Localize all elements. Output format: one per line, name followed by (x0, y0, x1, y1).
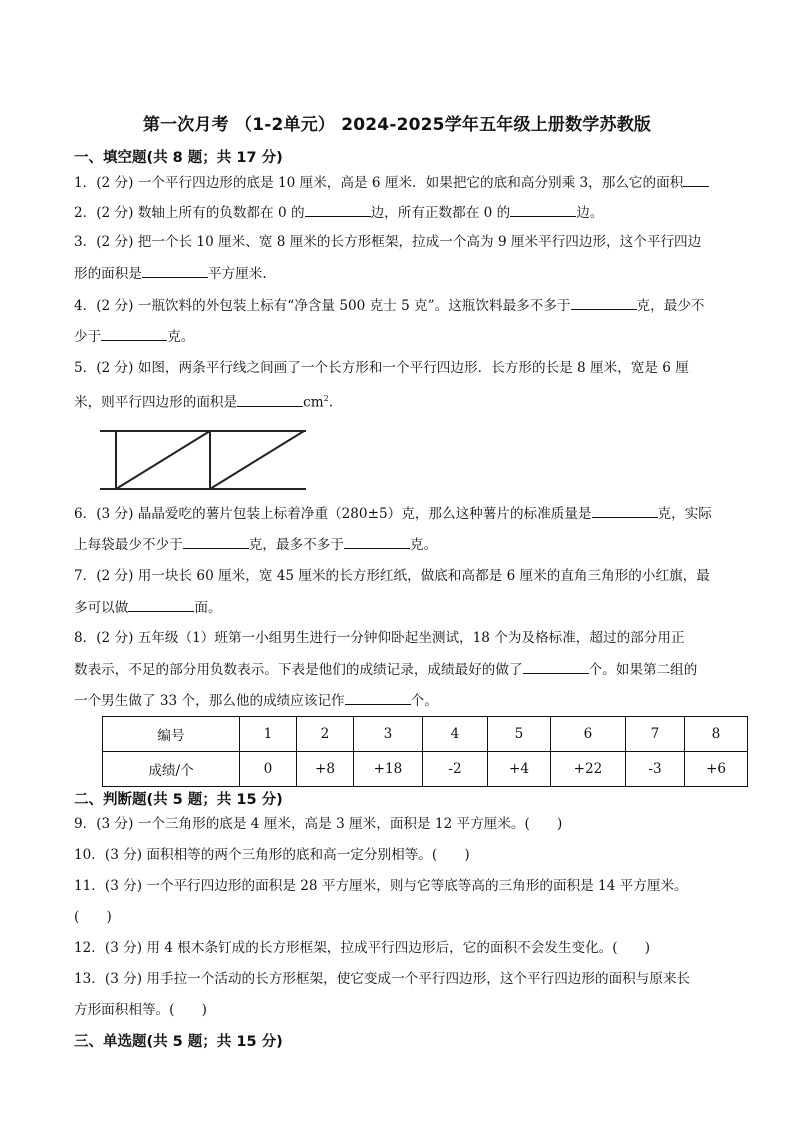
question-13-line-2: 方形面积相等。( ) (74, 1002, 207, 1018)
answer-blank[interactable] (592, 504, 658, 518)
answer-blank[interactable] (571, 296, 637, 310)
question-8-line-3 (74, 691, 438, 710)
question-1-text: 1．(2 分) 一个平行四边形的底是 10 厘米，高是 6 厘米．如果把它的底和高分别乘 3，那么它的面积 (74, 175, 684, 191)
answer-blank[interactable] (523, 660, 589, 674)
table-cell: 2 (297, 717, 354, 752)
answer-blank[interactable] (142, 264, 208, 278)
question-5-text: 米，则平行四边形的面积是 (74, 394, 238, 411)
question-11-line-2: ( ) (74, 909, 112, 925)
question-8-text: 个。 (410, 693, 438, 709)
answer-blank[interactable] (305, 203, 371, 217)
question-6-text: 克。 (409, 537, 438, 553)
question-5-text: . (328, 394, 334, 411)
parallelogram-left-side (116, 431, 210, 489)
table-cell: 7 (626, 717, 685, 752)
question-4-text: 克，最少不 (636, 298, 705, 314)
answer-blank[interactable] (183, 535, 249, 549)
question-9: 9．(3 分) 一个三角形的底是 4 厘米，高是 3 厘米，面积是 12 平方厘米。( ) (74, 816, 563, 832)
question-4-line-1 (74, 296, 705, 315)
table-row (103, 717, 748, 752)
unit-exponent: 2 (323, 394, 329, 403)
table-cell: +4 (488, 752, 551, 787)
unit-cm: cm (303, 394, 324, 411)
section-heading-true-false: 二、判断题(共 5 题；共 15 分) (74, 792, 283, 808)
question-7-line-1: 7．(2 分) 用一块长 60 厘米，宽 45 厘米的长方形红纸，做底和高都是 6 厘米的直角三角形的小红旗，最 (74, 568, 710, 584)
question-12: 12．(3 分) 用 4 根木条钉成的长方形框架，拉成平行四边形后，它的面积不会发生变化。( ) (74, 940, 651, 956)
question-11-line-1: 11．(3 分) 一个平行四边形的面积是 28 平方厘米，则与它等底等高的三角形的面积是 14 平方厘米。 (74, 878, 688, 894)
answer-blank[interactable] (345, 691, 411, 705)
answer-blank[interactable] (128, 598, 194, 612)
table-cell: -2 (423, 752, 488, 787)
table-cell: 4 (423, 717, 488, 752)
question-3-text: 形的面积是 (74, 266, 142, 282)
question-6-text: 克，最多不多于 (248, 537, 344, 553)
table-cell: 6 (551, 717, 626, 752)
question-4-line-2 (74, 327, 194, 346)
table-cell: +6 (685, 752, 748, 787)
question-7-text: 多可以做 (74, 600, 129, 616)
page-title: 第一次月考 （1-2单元） 2024-2025学年五年级上册数学苏教版 (142, 115, 652, 135)
question-8-line-2 (74, 660, 697, 679)
question-6-text: 克，实际 (657, 506, 712, 522)
question-4-text: 少于 (74, 329, 102, 345)
question-4-text: 4．(2 分) 一瓶饮料的外包装上标有“净含量 500 克士 5 克”。这瓶饮料最多不多于 (74, 298, 571, 314)
question-2-text: 边，所有正数都在 0 的 (370, 205, 511, 221)
question-8-text: 个。如果第二组的 (588, 662, 698, 678)
question-2-text: 2．(2 分) 数轴上所有的负数都在 0 的 (74, 205, 305, 221)
table-cell: 3 (354, 717, 423, 752)
question-3-line-1: 3．(2 分) 把一个长 10 厘米、宽 8 厘米的长方形框架，拉成一个高为 9 厘米平行四边形，这个平行四边 (74, 234, 702, 250)
answer-blank[interactable] (237, 393, 303, 407)
table-cell: 0 (240, 752, 297, 787)
section-heading-fill-blank: 一、填空题(共 8 题；共 17 分) (74, 150, 283, 166)
question-7-line-2 (74, 598, 222, 617)
table-cell: +18 (354, 752, 423, 787)
section-heading-single-choice: 三、单选题(共 5 题；共 15 分) (74, 1034, 283, 1050)
question-8-line-1: 8．(2 分) 五年级（1）班第一小组男生进行一分钟仰卧起坐测试，18 个为及格标准，超过的部分用正 (74, 630, 685, 646)
table-row (103, 752, 748, 787)
answer-blank[interactable] (344, 535, 410, 549)
parallel-lines-figure (96, 427, 310, 493)
parallelogram-right-side (210, 431, 304, 489)
table-cell: 8 (685, 717, 748, 752)
question-6-text: 6．(3 分) 晶晶爱吃的薯片包装上标着净重（280±5）克，那么这种薯片的标准质量是 (74, 506, 592, 522)
table-cell: 1 (240, 717, 297, 752)
question-8-text: 数表示，不足的部分用负数表示。下表是他们的成绩记录，成绩最好的做了 (74, 662, 523, 678)
question-3-line-2 (74, 264, 267, 283)
answer-blank[interactable] (101, 327, 167, 341)
question-5-line-1: 5．(2 分) 如图，两条平行线之间画了一个长方形和一个平行四边形．长方形的长是 8 厘米，宽是 6 厘 (74, 360, 689, 376)
question-2-text: 边。 (576, 205, 604, 221)
table-row-label: 成绩/个 (103, 752, 240, 787)
question-6-line-1 (74, 504, 712, 523)
question-7-text: 面。 (194, 600, 222, 616)
question-13-line-1: 13．(3 分) 用手拉一个活动的长方形框架，使它变成一个平行四边形，这个平行四边形的面积与原来长 (74, 971, 691, 987)
question-3-text: 平方厘米. (207, 266, 267, 282)
table-header-label: 编号 (103, 717, 240, 752)
question-5-line-2 (74, 390, 333, 412)
question-10: 10．(3 分) 面积相等的两个三角形的底和高一定分别相等。( ) (74, 847, 470, 863)
table-cell: -3 (626, 752, 685, 787)
table-cell: +22 (551, 752, 626, 787)
table-cell: +8 (297, 752, 354, 787)
score-table (102, 716, 748, 787)
table-cell: 5 (488, 717, 551, 752)
answer-blank[interactable] (510, 203, 576, 217)
answer-blank[interactable] (683, 173, 709, 187)
question-1 (74, 173, 709, 192)
question-4-text: 克。 (167, 329, 195, 345)
question-6-line-2 (74, 535, 437, 554)
question-2 (74, 203, 603, 222)
question-6-text: 上每袋最少不少于 (74, 537, 183, 553)
question-8-text: 一个男生做了 33 个，那么他的成绩应该记作 (74, 693, 345, 709)
